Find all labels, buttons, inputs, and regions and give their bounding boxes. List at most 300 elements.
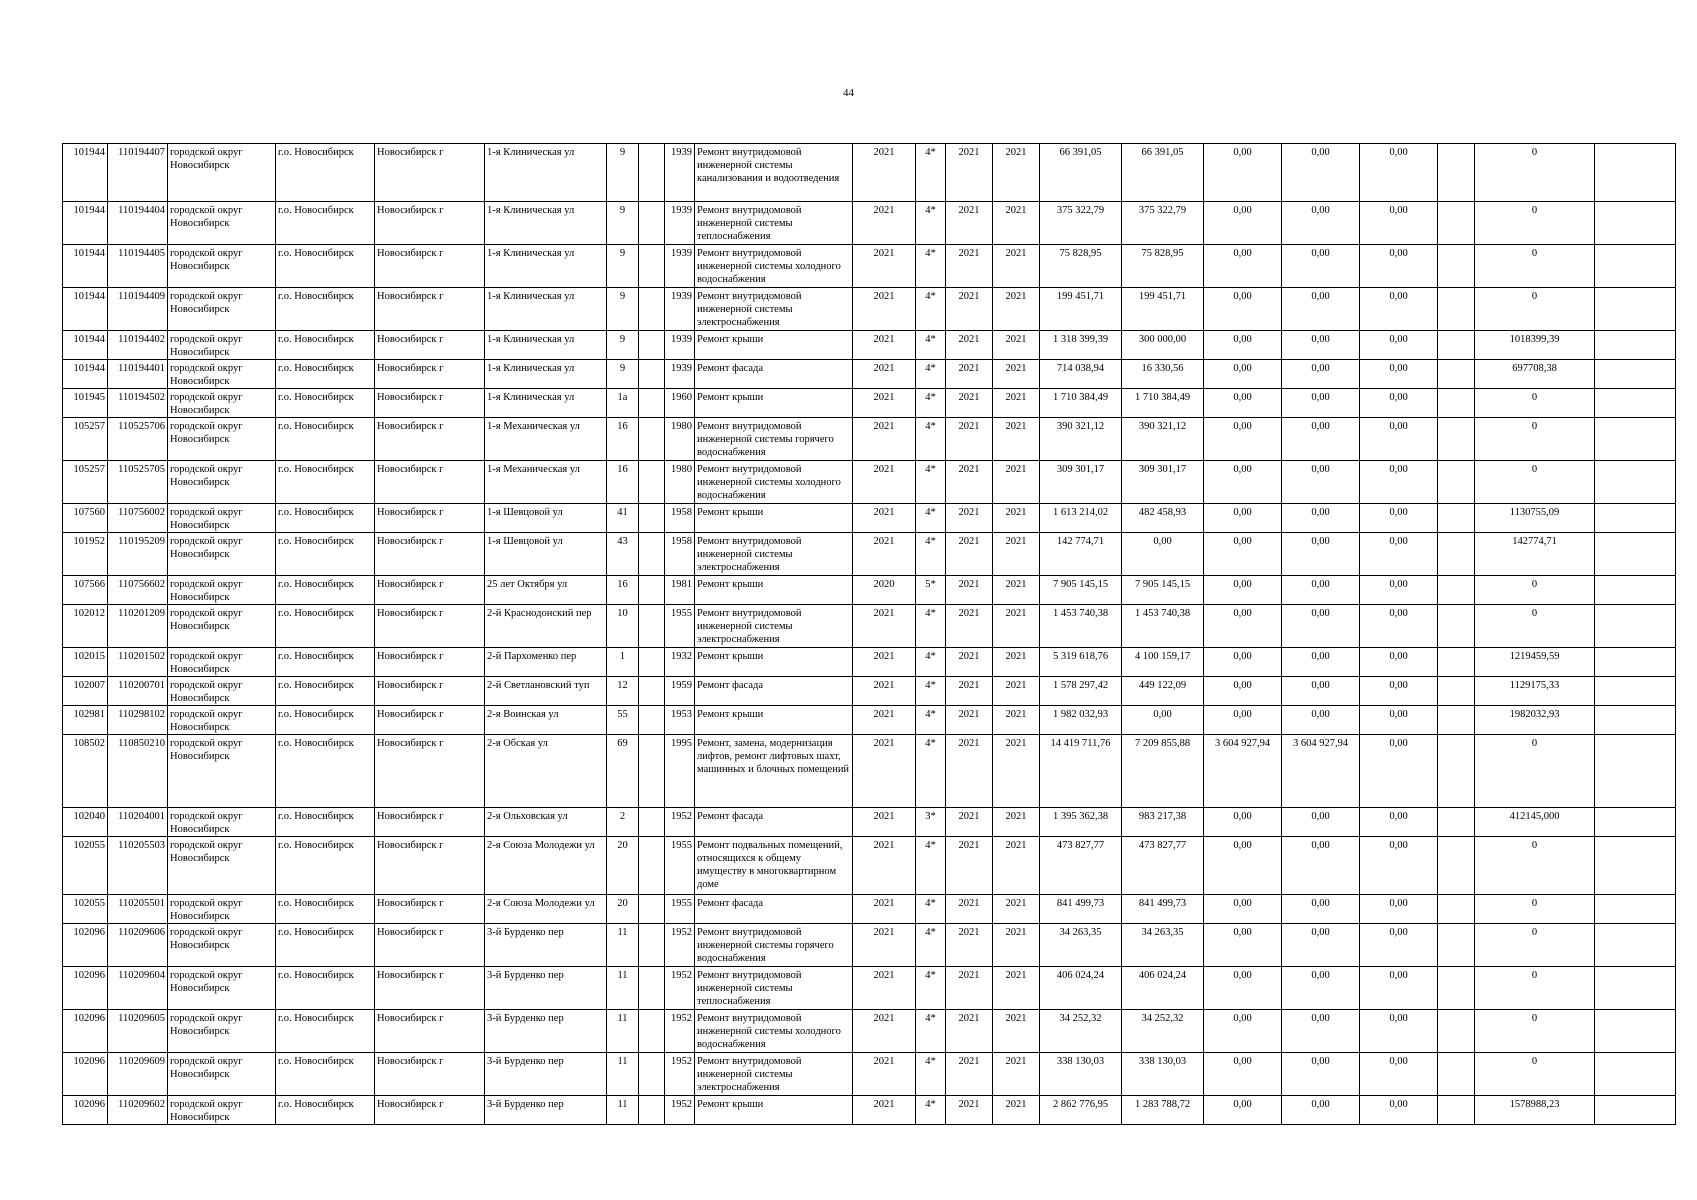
category-cell: 4* (916, 648, 946, 677)
locality-cell: Новосибирск г (375, 461, 485, 504)
regional-cost-cell: 0,00 (1282, 389, 1360, 418)
street-cell: 1-я Клиническая ул (485, 144, 607, 202)
fund-cost-cell: 406 024,24 (1122, 967, 1204, 1010)
fund-cost-cell: 0,00 (1122, 533, 1204, 576)
locality-cell: Новосибирск г (375, 360, 485, 389)
end-year-cell: 2021 (993, 924, 1040, 967)
start-year-cell: 2021 (946, 533, 993, 576)
fund-cost-cell: 0,00 (1122, 706, 1204, 735)
locality-cell: Новосибирск г (375, 924, 485, 967)
district-cell: г.о. Новосибирск (276, 144, 375, 202)
work-type-cell: Ремонт внутридомовой инженерной системы электроснабжения (695, 533, 853, 576)
house-number-cell: 69 (607, 735, 639, 808)
end-year-cell: 2021 (993, 648, 1040, 677)
local-cost-cell: 0,00 (1360, 706, 1438, 735)
fund-cost-cell: 390 321,12 (1122, 418, 1204, 461)
house-id-cell: 102981 (63, 706, 108, 735)
house-id-cell: 102012 (63, 605, 108, 648)
category-cell: 4* (916, 202, 946, 245)
build-year-cell: 1939 (665, 360, 695, 389)
municipality-cell: городской округ Новосибирск (168, 576, 276, 605)
building-cell (639, 1096, 665, 1125)
plan-year-cell: 2021 (853, 706, 916, 735)
note-cell (1595, 331, 1676, 360)
work-id-cell: 110298102 (108, 706, 168, 735)
start-year-cell: 2021 (946, 576, 993, 605)
building-cell (639, 360, 665, 389)
extra-cell (1438, 418, 1475, 461)
house-id-cell: 101944 (63, 245, 108, 288)
federal-cost-cell: 0,00 (1204, 1053, 1282, 1096)
municipality-cell: городской округ Новосибирск (168, 202, 276, 245)
fund-cost-cell: 66 391,05 (1122, 144, 1204, 202)
category-cell: 4* (916, 895, 946, 924)
end-year-cell: 2021 (993, 735, 1040, 808)
table-row (63, 808, 1676, 837)
note-cell (1595, 837, 1676, 895)
local-cost-cell: 0,00 (1360, 288, 1438, 331)
start-year-cell: 2021 (946, 360, 993, 389)
build-year-cell: 1952 (665, 1010, 695, 1053)
federal-cost-cell: 0,00 (1204, 288, 1282, 331)
fund-cost-cell: 482 458,93 (1122, 504, 1204, 533)
work-id-cell: 110850210 (108, 735, 168, 808)
local-cost-cell: 0,00 (1360, 735, 1438, 808)
table-row (63, 389, 1676, 418)
building-cell (639, 288, 665, 331)
local-cost-cell: 0,00 (1360, 605, 1438, 648)
note-cell (1595, 735, 1676, 808)
fund-cost-cell: 309 301,17 (1122, 461, 1204, 504)
work-id-cell: 110194407 (108, 144, 168, 202)
build-year-cell: 1952 (665, 1053, 695, 1096)
district-cell: г.о. Новосибирск (276, 418, 375, 461)
extra-cell (1438, 924, 1475, 967)
build-year-cell: 1960 (665, 389, 695, 418)
building-cell (639, 837, 665, 895)
extra-cell (1438, 288, 1475, 331)
start-year-cell: 2021 (946, 924, 993, 967)
fund-cost-cell: 473 827,77 (1122, 837, 1204, 895)
federal-cost-cell: 0,00 (1204, 418, 1282, 461)
work-id-cell: 110209602 (108, 1096, 168, 1125)
house-number-cell: 1 (607, 648, 639, 677)
house-id-cell: 107560 (63, 504, 108, 533)
category-cell: 4* (916, 331, 946, 360)
plan-year-cell: 2021 (853, 418, 916, 461)
note-cell (1595, 1010, 1676, 1053)
district-cell: г.о. Новосибирск (276, 967, 375, 1010)
total-cost-cell: 406 024,24 (1040, 967, 1122, 1010)
house-id-cell: 105257 (63, 418, 108, 461)
house-id-cell: 102096 (63, 1053, 108, 1096)
house-id-cell: 101944 (63, 331, 108, 360)
note-cell (1595, 605, 1676, 648)
house-number-cell: 55 (607, 706, 639, 735)
work-id-cell: 110194405 (108, 245, 168, 288)
locality-cell: Новосибирск г (375, 895, 485, 924)
build-year-cell: 1958 (665, 504, 695, 533)
federal-cost-cell: 0,00 (1204, 706, 1282, 735)
plan-year-cell: 2021 (853, 504, 916, 533)
category-cell: 4* (916, 533, 946, 576)
end-year-cell: 2021 (993, 533, 1040, 576)
street-cell: 3-й Бурденко пер (485, 1010, 607, 1053)
plan-year-cell: 2021 (853, 735, 916, 808)
building-cell (639, 677, 665, 706)
plan-year-cell: 2021 (853, 533, 916, 576)
total-cost-cell: 1 982 032,93 (1040, 706, 1122, 735)
plan-year-cell: 2021 (853, 331, 916, 360)
local-cost-cell: 0,00 (1360, 504, 1438, 533)
fund-cost-cell: 1 710 384,49 (1122, 389, 1204, 418)
start-year-cell: 2021 (946, 677, 993, 706)
extra-cell (1438, 331, 1475, 360)
work-type-cell: Ремонт фасада (695, 677, 853, 706)
work-type-cell: Ремонт внутридомовой инженерной системы электроснабжения (695, 1053, 853, 1096)
locality-cell: Новосибирск г (375, 202, 485, 245)
street-cell: 1-я Шевцовой ул (485, 504, 607, 533)
federal-cost-cell: 0,00 (1204, 331, 1282, 360)
house-id-cell: 102096 (63, 1096, 108, 1125)
local-cost-cell: 0,00 (1360, 202, 1438, 245)
table-body (63, 144, 1676, 1125)
municipality-cell: городской округ Новосибирск (168, 895, 276, 924)
regional-cost-cell: 3 604 927,94 (1282, 735, 1360, 808)
federal-cost-cell: 0,00 (1204, 461, 1282, 504)
build-year-cell: 1981 (665, 576, 695, 605)
extra-cell (1438, 360, 1475, 389)
municipality-cell: городской округ Новосибирск (168, 648, 276, 677)
regional-cost-cell: 0,00 (1282, 677, 1360, 706)
municipality-cell: городской округ Новосибирск (168, 504, 276, 533)
build-year-cell: 1980 (665, 461, 695, 504)
plan-year-cell: 2021 (853, 288, 916, 331)
note-cell (1595, 677, 1676, 706)
note-cell (1595, 360, 1676, 389)
regional-cost-cell: 0,00 (1282, 967, 1360, 1010)
district-cell: г.о. Новосибирск (276, 360, 375, 389)
work-type-cell: Ремонт фасада (695, 360, 853, 389)
house-number-cell: 2 (607, 808, 639, 837)
category-cell: 4* (916, 389, 946, 418)
work-id-cell: 110205503 (108, 837, 168, 895)
extra-cell (1438, 735, 1475, 808)
building-cell (639, 461, 665, 504)
table-row (63, 202, 1676, 245)
building-cell (639, 331, 665, 360)
start-year-cell: 2021 (946, 967, 993, 1010)
extra-cell (1438, 895, 1475, 924)
extra-cell (1438, 504, 1475, 533)
house-id-cell: 102015 (63, 648, 108, 677)
street-cell: 1-я Механическая ул (485, 461, 607, 504)
house-id-cell: 108502 (63, 735, 108, 808)
note-cell (1595, 895, 1676, 924)
local-cost-cell: 0,00 (1360, 245, 1438, 288)
fund-cost-cell: 449 122,09 (1122, 677, 1204, 706)
work-id-cell: 110525706 (108, 418, 168, 461)
owner-cost-cell: 0 (1475, 576, 1595, 605)
work-id-cell: 110201502 (108, 648, 168, 677)
street-cell: 1-я Клиническая ул (485, 331, 607, 360)
street-cell: 1-я Клиническая ул (485, 389, 607, 418)
district-cell: г.о. Новосибирск (276, 837, 375, 895)
street-cell: 1-я Клиническая ул (485, 288, 607, 331)
local-cost-cell: 0,00 (1360, 1053, 1438, 1096)
category-cell: 4* (916, 924, 946, 967)
municipality-cell: городской округ Новосибирск (168, 331, 276, 360)
work-type-cell: Ремонт внутридомовой инженерной системы электроснабжения (695, 605, 853, 648)
table-row (63, 706, 1676, 735)
district-cell: г.о. Новосибирск (276, 504, 375, 533)
owner-cost-cell: 1130755,09 (1475, 504, 1595, 533)
municipality-cell: городской округ Новосибирск (168, 1096, 276, 1125)
federal-cost-cell: 0,00 (1204, 389, 1282, 418)
street-cell: 2-я Ольховская ул (485, 808, 607, 837)
house-id-cell: 101952 (63, 533, 108, 576)
total-cost-cell: 1 578 297,42 (1040, 677, 1122, 706)
house-number-cell: 16 (607, 576, 639, 605)
house-id-cell: 102007 (63, 677, 108, 706)
note-cell (1595, 144, 1676, 202)
plan-year-cell: 2020 (853, 576, 916, 605)
work-id-cell: 110525705 (108, 461, 168, 504)
federal-cost-cell: 0,00 (1204, 605, 1282, 648)
house-id-cell: 102096 (63, 924, 108, 967)
owner-cost-cell: 1219459,59 (1475, 648, 1595, 677)
extra-cell (1438, 202, 1475, 245)
start-year-cell: 2021 (946, 837, 993, 895)
local-cost-cell: 0,00 (1360, 144, 1438, 202)
building-cell (639, 924, 665, 967)
category-cell: 4* (916, 245, 946, 288)
start-year-cell: 2021 (946, 1010, 993, 1053)
house-number-cell: 11 (607, 1010, 639, 1053)
house-id-cell: 101944 (63, 360, 108, 389)
municipality-cell: городской округ Новосибирск (168, 735, 276, 808)
build-year-cell: 1952 (665, 967, 695, 1010)
work-id-cell: 110194404 (108, 202, 168, 245)
fund-cost-cell: 1 453 740,38 (1122, 605, 1204, 648)
locality-cell: Новосибирск г (375, 576, 485, 605)
extra-cell (1438, 533, 1475, 576)
house-id-cell: 102096 (63, 967, 108, 1010)
street-cell: 25 лет Октября ул (485, 576, 607, 605)
house-number-cell: 43 (607, 533, 639, 576)
fund-cost-cell: 7 905 145,15 (1122, 576, 1204, 605)
building-cell (639, 418, 665, 461)
end-year-cell: 2021 (993, 967, 1040, 1010)
municipality-cell: городской округ Новосибирск (168, 245, 276, 288)
municipality-cell: городской округ Новосибирск (168, 389, 276, 418)
street-cell: 2-я Союза Молодежи ул (485, 895, 607, 924)
build-year-cell: 1958 (665, 533, 695, 576)
extra-cell (1438, 1096, 1475, 1125)
district-cell: г.о. Новосибирск (276, 735, 375, 808)
start-year-cell: 2021 (946, 288, 993, 331)
district-cell: г.о. Новосибирск (276, 202, 375, 245)
municipality-cell: городской округ Новосибирск (168, 605, 276, 648)
extra-cell (1438, 245, 1475, 288)
extra-cell (1438, 389, 1475, 418)
local-cost-cell: 0,00 (1360, 837, 1438, 895)
building-cell (639, 735, 665, 808)
start-year-cell: 2021 (946, 504, 993, 533)
owner-cost-cell: 0 (1475, 389, 1595, 418)
district-cell: г.о. Новосибирск (276, 605, 375, 648)
owner-cost-cell: 1129175,33 (1475, 677, 1595, 706)
build-year-cell: 1939 (665, 331, 695, 360)
end-year-cell: 2021 (993, 418, 1040, 461)
building-cell (639, 504, 665, 533)
house-number-cell: 41 (607, 504, 639, 533)
house-id-cell: 102055 (63, 837, 108, 895)
local-cost-cell: 0,00 (1360, 576, 1438, 605)
district-cell: г.о. Новосибирск (276, 808, 375, 837)
locality-cell: Новосибирск г (375, 735, 485, 808)
plan-year-cell: 2021 (853, 202, 916, 245)
total-cost-cell: 473 827,77 (1040, 837, 1122, 895)
table-row (63, 924, 1676, 967)
work-id-cell: 110204001 (108, 808, 168, 837)
start-year-cell: 2021 (946, 706, 993, 735)
category-cell: 4* (916, 418, 946, 461)
regional-cost-cell: 0,00 (1282, 924, 1360, 967)
house-number-cell: 16 (607, 418, 639, 461)
work-type-cell: Ремонт внутридомовой инженерной системы холодного водоснабжения (695, 245, 853, 288)
street-cell: 2-й Краснодонский пер (485, 605, 607, 648)
street-cell: 3-й Бурденко пер (485, 967, 607, 1010)
street-cell: 2-я Воинская ул (485, 706, 607, 735)
extra-cell (1438, 706, 1475, 735)
district-cell: г.о. Новосибирск (276, 895, 375, 924)
locality-cell: Новосибирск г (375, 677, 485, 706)
note-cell (1595, 389, 1676, 418)
work-id-cell: 110209605 (108, 1010, 168, 1053)
local-cost-cell: 0,00 (1360, 360, 1438, 389)
locality-cell: Новосибирск г (375, 706, 485, 735)
federal-cost-cell: 0,00 (1204, 677, 1282, 706)
extra-cell (1438, 1053, 1475, 1096)
fund-cost-cell: 841 499,73 (1122, 895, 1204, 924)
plan-year-cell: 2021 (853, 837, 916, 895)
owner-cost-cell: 0 (1475, 605, 1595, 648)
build-year-cell: 1939 (665, 202, 695, 245)
table-row (63, 418, 1676, 461)
note-cell (1595, 418, 1676, 461)
regional-cost-cell: 0,00 (1282, 1096, 1360, 1125)
work-type-cell: Ремонт подвальных помещений, относящихся к общему имуществу в многоквартирном доме (695, 837, 853, 895)
category-cell: 4* (916, 144, 946, 202)
extra-cell (1438, 144, 1475, 202)
federal-cost-cell: 0,00 (1204, 202, 1282, 245)
total-cost-cell: 390 321,12 (1040, 418, 1122, 461)
total-cost-cell: 1 395 362,38 (1040, 808, 1122, 837)
end-year-cell: 2021 (993, 461, 1040, 504)
house-number-cell: 11 (607, 924, 639, 967)
category-cell: 4* (916, 677, 946, 706)
street-cell: 2-я Союза Молодежи ул (485, 837, 607, 895)
house-number-cell: 11 (607, 1096, 639, 1125)
district-cell: г.о. Новосибирск (276, 245, 375, 288)
plan-year-cell: 2021 (853, 924, 916, 967)
work-type-cell: Ремонт внутридомовой инженерной системы электроснабжения (695, 288, 853, 331)
fund-cost-cell: 1 283 788,72 (1122, 1096, 1204, 1125)
regional-cost-cell: 0,00 (1282, 504, 1360, 533)
owner-cost-cell: 0 (1475, 837, 1595, 895)
fund-cost-cell: 983 217,38 (1122, 808, 1204, 837)
locality-cell: Новосибирск г (375, 1096, 485, 1125)
regional-cost-cell: 0,00 (1282, 837, 1360, 895)
category-cell: 4* (916, 706, 946, 735)
locality-cell: Новосибирск г (375, 967, 485, 1010)
table-row (63, 1010, 1676, 1053)
total-cost-cell: 34 263,35 (1040, 924, 1122, 967)
district-cell: г.о. Новосибирск (276, 461, 375, 504)
table-row (63, 1096, 1676, 1125)
total-cost-cell: 375 322,79 (1040, 202, 1122, 245)
build-year-cell: 1995 (665, 735, 695, 808)
building-cell (639, 648, 665, 677)
fund-cost-cell: 16 330,56 (1122, 360, 1204, 389)
work-type-cell: Ремонт внутридомовой инженерной системы теплоснабжения (695, 967, 853, 1010)
table-row (63, 895, 1676, 924)
regional-cost-cell: 0,00 (1282, 808, 1360, 837)
work-id-cell: 110194402 (108, 331, 168, 360)
category-cell: 4* (916, 288, 946, 331)
work-type-cell: Ремонт крыши (695, 706, 853, 735)
note-cell (1595, 576, 1676, 605)
total-cost-cell: 14 419 711,76 (1040, 735, 1122, 808)
work-type-cell: Ремонт внутридомовой инженерной системы горячего водоснабжения (695, 418, 853, 461)
district-cell: г.о. Новосибирск (276, 389, 375, 418)
extra-cell (1438, 576, 1475, 605)
owner-cost-cell: 412145,000 (1475, 808, 1595, 837)
federal-cost-cell: 0,00 (1204, 924, 1282, 967)
note-cell (1595, 648, 1676, 677)
locality-cell: Новосибирск г (375, 288, 485, 331)
owner-cost-cell: 0 (1475, 895, 1595, 924)
local-cost-cell: 0,00 (1360, 648, 1438, 677)
work-type-cell: Ремонт крыши (695, 389, 853, 418)
local-cost-cell: 0,00 (1360, 808, 1438, 837)
locality-cell: Новосибирск г (375, 605, 485, 648)
house-number-cell: 9 (607, 288, 639, 331)
work-id-cell: 110209609 (108, 1053, 168, 1096)
house-number-cell: 9 (607, 245, 639, 288)
regional-cost-cell: 0,00 (1282, 360, 1360, 389)
owner-cost-cell: 1578988,23 (1475, 1096, 1595, 1125)
work-type-cell: Ремонт внутридомовой инженерной системы холодного водоснабжения (695, 1010, 853, 1053)
fund-cost-cell: 4 100 159,17 (1122, 648, 1204, 677)
house-id-cell: 102096 (63, 1010, 108, 1053)
plan-year-cell: 2021 (853, 895, 916, 924)
regional-cost-cell: 0,00 (1282, 706, 1360, 735)
house-number-cell: 9 (607, 331, 639, 360)
plan-year-cell: 2021 (853, 967, 916, 1010)
start-year-cell: 2021 (946, 418, 993, 461)
category-cell: 4* (916, 1053, 946, 1096)
table-row (63, 605, 1676, 648)
municipality-cell: городской округ Новосибирск (168, 533, 276, 576)
work-id-cell: 110200701 (108, 677, 168, 706)
build-year-cell: 1952 (665, 1096, 695, 1125)
locality-cell: Новосибирск г (375, 533, 485, 576)
federal-cost-cell: 0,00 (1204, 967, 1282, 1010)
owner-cost-cell: 0 (1475, 1053, 1595, 1096)
total-cost-cell: 309 301,17 (1040, 461, 1122, 504)
